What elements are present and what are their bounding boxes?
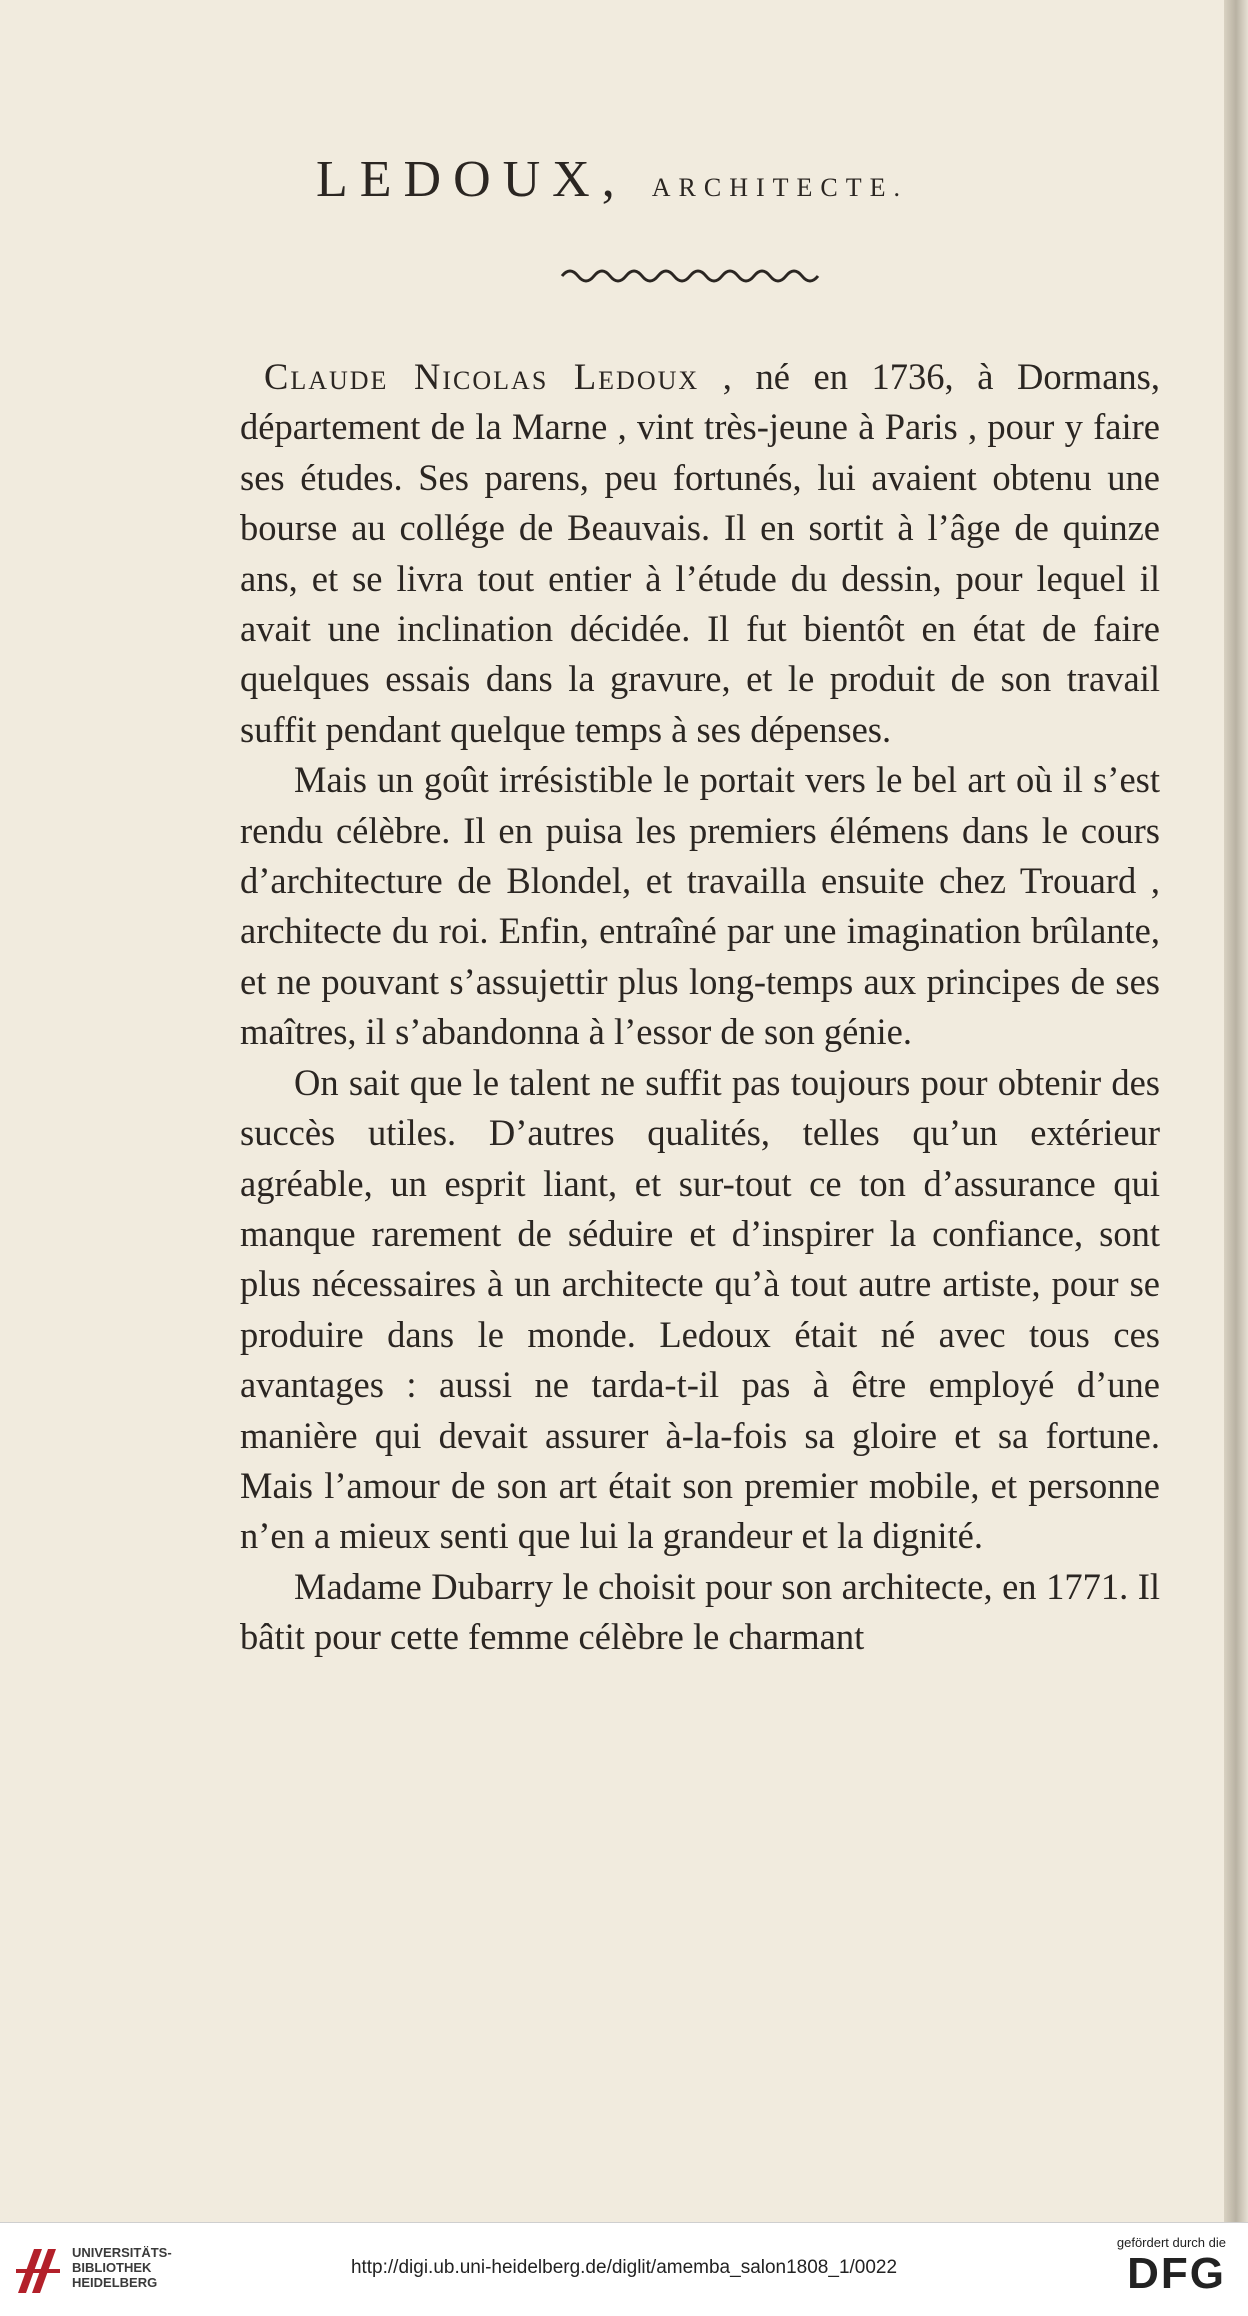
paragraph: On sait que le talent ne suffit pas toujours pour obtenir des succès utiles. D’autres qualités, telles qu’un extérieur agréable, un esprit liant, et sur-tout ce ton d’assurance qui manque rarement de séduire et d’inspirer la confiance, sont plus nécessaires à un architecte qu’à tout autre artiste, pour se produire dans le monde. Ledoux était né avec tous ces avantages : aussi ne tarda-t-il pas à être employé d’une manière qui devait assurer à-la-fois sa gloire et sa fortune. Mais l’amour de son art était son premier mobile, et personne n’en a mieux senti que lui la grandeur et la dignité.: [240, 1061, 1160, 1557]
page-title: [0, 150, 1224, 209]
footer-bar: [0, 2222, 1248, 2316]
title-subtitle: ARCHITECTE.: [651, 173, 908, 202]
sponsor-block: [1117, 2235, 1226, 2298]
paragraph: [240, 352, 1160, 755]
wave-ornament-icon: [560, 262, 820, 286]
sponsor-label: gefördert durch die: [1116, 2235, 1226, 2250]
paragraph-text: , né en 1736, à Dormans, département de la Marne , vint très-jeune à Paris , pour y faire ses études. Ses parens, peu fortunés, lui avaient obtenu une bourse au collége de Beauvais. Il en sortit à l’âge de quinze ans, et se livra tout entier à l’étude du dessin, pour lequel il avait une inclination décidée. Il fut bientôt en état de faire quelques essais dans la gravure, et le produit de son travail suffit pendant quelque temps à ses dépenses.: [240, 356, 1160, 750]
page-edge: [1224, 0, 1248, 2222]
paragraph-lead: Claude Nicolas Ledoux: [264, 356, 700, 397]
library-name: UNIVERSITÄTS- BIBLIOTHEK HEIDELBERG: [72, 2245, 172, 2290]
dfg-logo: DFG: [1127, 2249, 1226, 2298]
title-name: LEDOUX,: [315, 151, 627, 208]
body-text: [240, 352, 1160, 1663]
source-url-link[interactable]: http://digi.ub.uni-heidelberg.de/diglit/amemba_salon1808_1/0022: [350, 2257, 898, 2278]
paragraph: Madame Dubarry le choisit pour son architecte, en 1771. Il bâtit pour cette femme célèbre le charmant: [240, 1565, 1160, 1658]
paragraph: Mais un goût irrésistible le portait vers le bel art où il s’est rendu célèbre. Il en puisa les premiers élémens dans le cours d’architecture de Blondel, et travailla ensuite chez Trouard , architecte du roi. Enfin, entraîné par une imagination brûlante, et ne pouvant s’assujettir plus long-temps aux principes de ses maîtres, il s’abandonna à l’essor de son génie.: [240, 759, 1160, 1053]
